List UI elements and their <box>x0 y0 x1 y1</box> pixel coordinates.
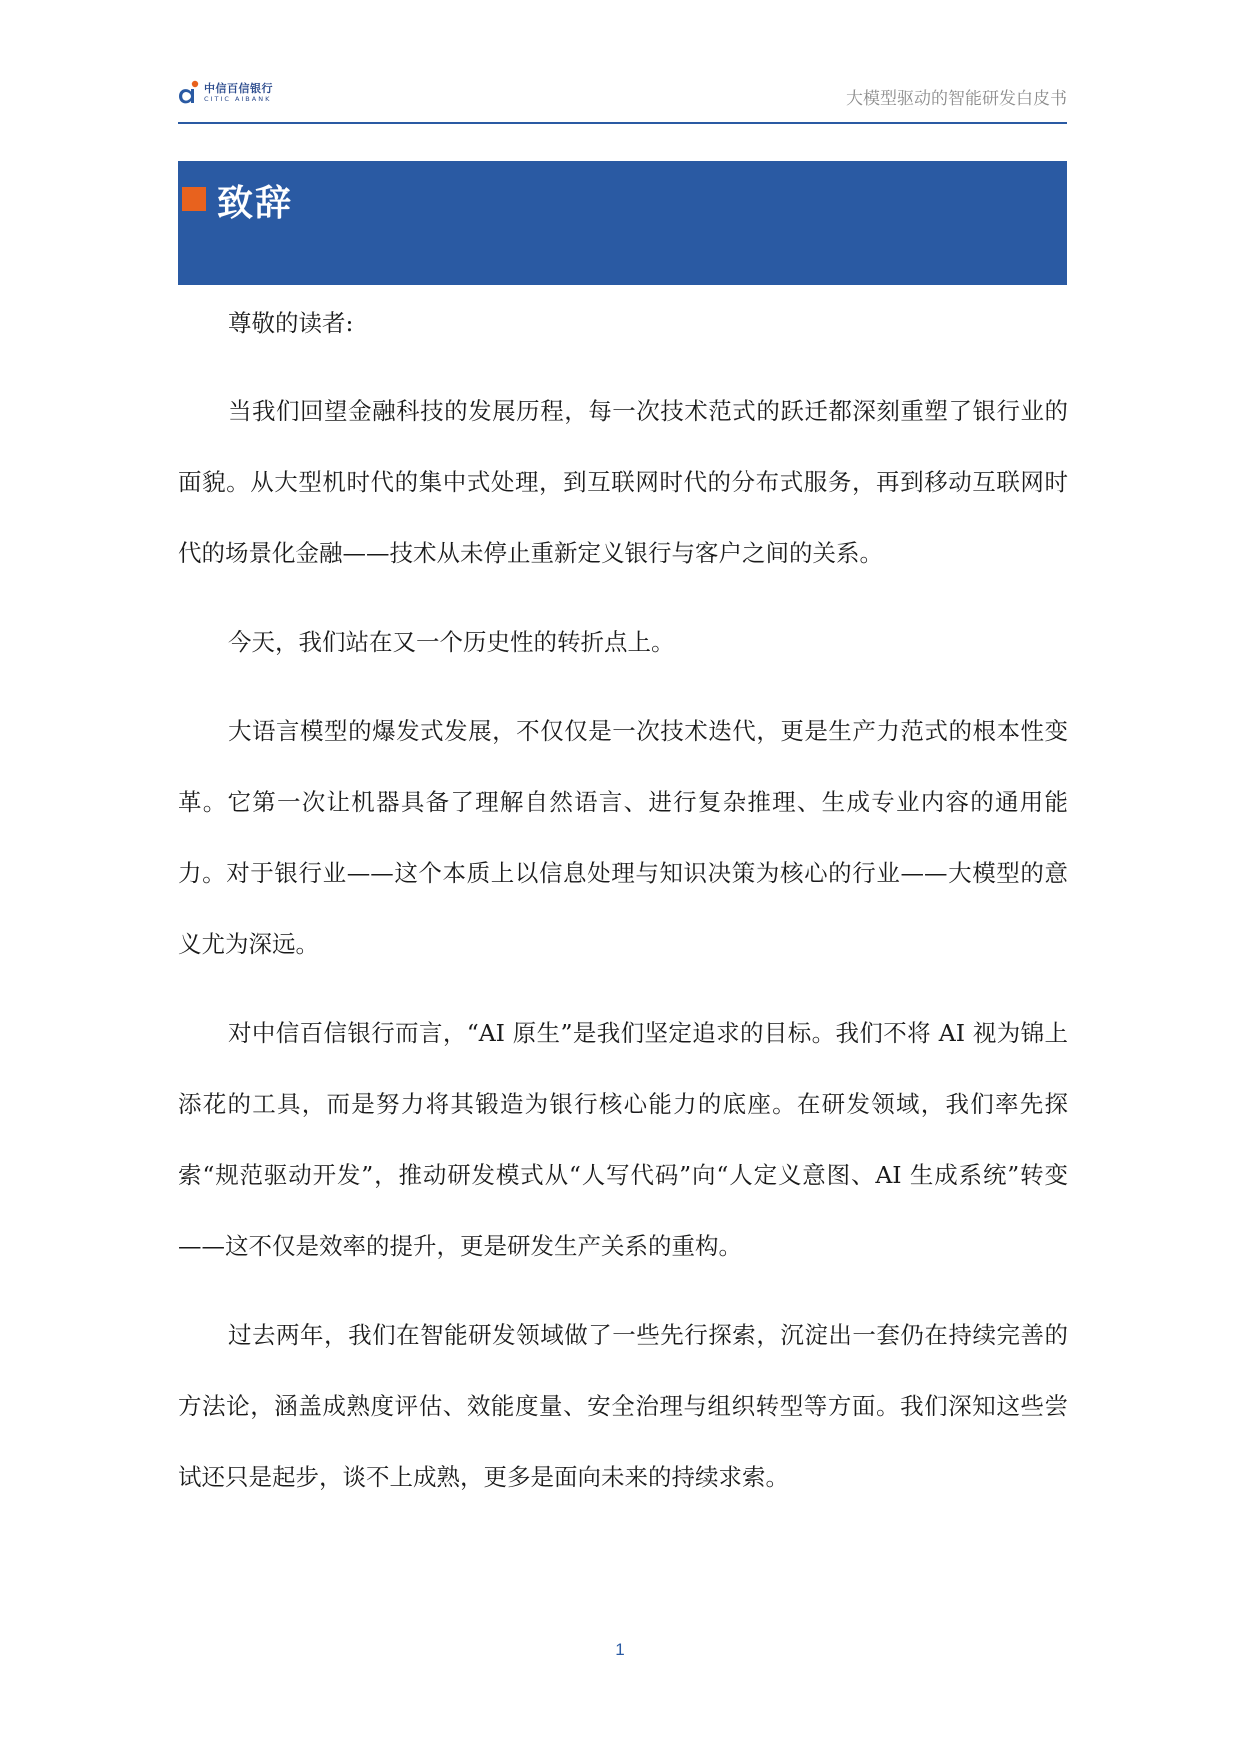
main-content <box>178 288 1068 1531</box>
page-header <box>178 78 1067 124</box>
paragraph: 当我们回望金融科技的发展历程，每一次技术范式的跃迁都深刻重塑了银行业的面貌。从大型机时代的集中式处理，到互联网时代的分布式服务，再到移动互联网时代的场景化金融——技术从未停止重新定义银行与客户之间的关系。 <box>178 397 1068 567</box>
section-banner <box>178 161 1067 285</box>
paragraph: 今天，我们站在又一个历史性的转折点上。 <box>228 628 675 656</box>
page-number: 1 <box>615 1640 625 1659</box>
salutation: 尊敬的读者: <box>228 309 354 337</box>
aibank-logo-icon <box>178 80 200 106</box>
logo-english-name: CITIC AIBANK <box>204 95 272 104</box>
logo-chinese-name: 中信百信银行 <box>204 82 273 96</box>
document-title: 大模型驱动的智能研发白皮书 <box>846 89 1067 109</box>
paragraph: 大语言模型的爆发式发展，不仅仅是一次技术迭代，更是生产力范式的根本性变革。它第一次让机器具备了理解自然语言、进行复杂推理、生成专业内容的通用能力。对于银行业——这个本质上以信息处理与知识决策为核心的行业——大模型的意义尤为深远。 <box>178 717 1068 958</box>
paragraph: 过去两年，我们在智能研发领域做了一些先行探索，沉淀出一套仍在持续完善的方法论，涵盖成熟度评估、效能度量、安全治理与组织转型等方面。我们深知这些尝试还只是起步，谈不上成熟，更多是面向未来的持续求索。 <box>178 1321 1068 1491</box>
citic-aibank-logo <box>178 78 273 108</box>
orange-square-marker <box>182 187 206 211</box>
section-title: 致辞 <box>217 183 294 224</box>
paragraph: 对中信百信银行而言，“AI 原生”是我们坚定追求的目标。我们不将 AI 视为锦上添花的工具，而是努力将其锻造为银行核心能力的底座。在研发领域，我们率先探索“规范驱动开发”，推动研发模式从“人写代码”向“人定义意图、AI 生成系统”转变——这不仅是效率的提升，更是研发生产关系的重构。 <box>178 1019 1068 1260</box>
